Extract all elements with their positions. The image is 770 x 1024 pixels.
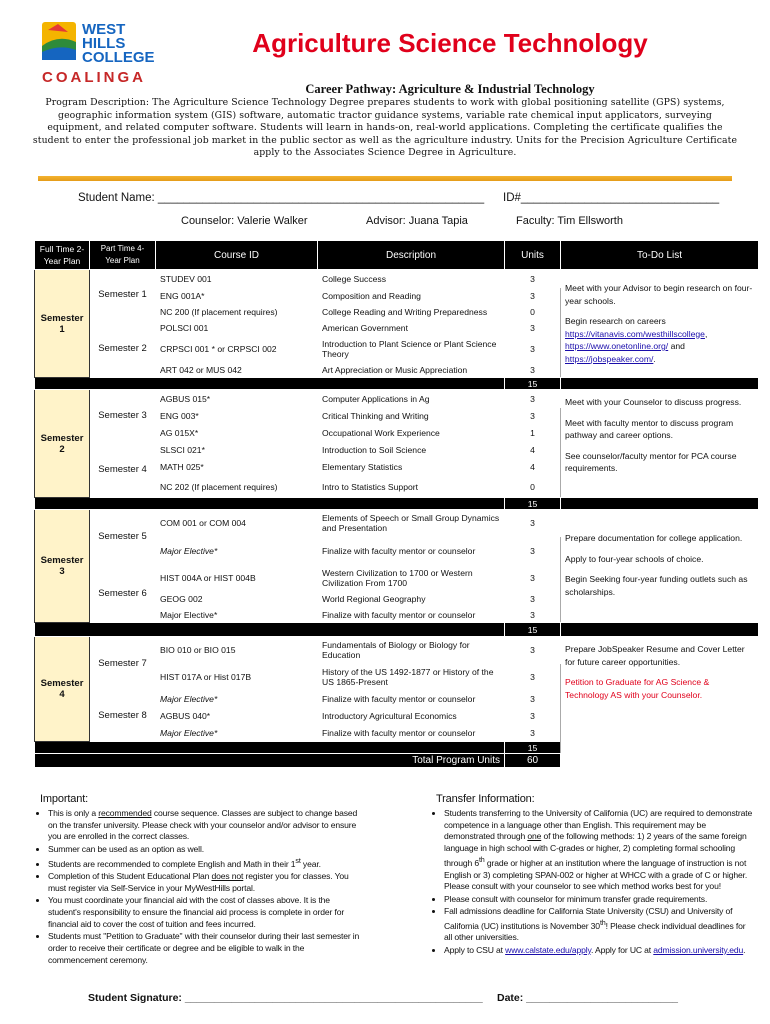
course-description: College Success — [318, 270, 505, 288]
todo-cell — [561, 637, 759, 754]
course-description: Intro to Statistics Support — [318, 476, 505, 498]
course-description: Composition and Reading — [318, 288, 505, 304]
semester-total: 15 — [505, 623, 561, 637]
course-units: 3 — [505, 664, 561, 691]
course-description: Elementary Statistics — [318, 459, 505, 476]
course-id: COM 001 or COM 004 — [156, 510, 318, 537]
course-description: Finalize with faculty mentor or counselor — [318, 725, 505, 742]
course-id: POLSCI 001 — [156, 320, 318, 336]
course-description: Fundamentals of Biology or Biology for Education — [318, 637, 505, 664]
student-signature-field[interactable]: Student Signature: ___________________________________________________ — [88, 992, 483, 1004]
transfer-heading: Transfer Information: — [436, 793, 535, 805]
list-item — [48, 871, 360, 895]
counselor-label: Counselor: Valerie Walker — [181, 215, 308, 227]
list-item: • You must coordinate your financial aid with the cost of classes above. It is the student's responsibility to ensure the financial aid process is complete in order for financial aid to cover the cost of tuition and fees incurred. — [48, 895, 360, 930]
course-id: NC 202 (If placement requires) — [156, 476, 318, 498]
course-units: 3 — [505, 320, 561, 336]
logo-campus: COALINGA — [42, 69, 146, 86]
note-text: st — [295, 856, 301, 865]
course-description: Computer Applications in Ag — [318, 390, 505, 408]
course-id: Major Elective* — [156, 607, 318, 623]
csu-apply-link[interactable]: www.calstate.edu/apply — [505, 944, 592, 955]
course-description: Occupational Work Experience — [318, 425, 505, 442]
course-id: Major Elective* — [156, 691, 318, 708]
course-description: College Reading and Writing Preparedness — [318, 304, 505, 320]
logo-line1: WEST — [82, 21, 126, 38]
header-todo: To-Do List — [561, 241, 759, 270]
note-text: Apply to CSU at — [444, 944, 506, 955]
table-header — [35, 241, 759, 270]
program-description: Program Description: The Agriculture Science Technology Degree prepares students to work with global positioning satellite (GPS) systems, geographic information system (GIS) software, automatic tractor guidance systems, variable rate chemical input applicators, surveying equipment, and related computer software. Students will learn in hands-on, real-world applications. Completing the certificate qualifies the student to enter the professional job market in the public sector as well as the agriculture industry. Units for the Precision Agriculture Certificate apply to the Associates Science Degree in Agriculture. — [32, 97, 738, 158]
course-id: STUDEV 001 — [156, 270, 318, 288]
total-program-units: 60 — [505, 754, 561, 768]
fulltime-semester: Semester 4 — [35, 637, 90, 742]
note-text: does not — [211, 871, 244, 882]
course-id: HIST 017A or Hist 017B — [156, 664, 318, 691]
course-description: American Government — [318, 320, 505, 336]
course-description: Elements of Speech or Small Group Dynamics and Presentation — [318, 510, 505, 537]
jobspeaker-link[interactable]: https://jobspeaker.com/ — [565, 353, 654, 364]
transfer-section — [426, 794, 754, 957]
course-description: Art Appreciation or Music Appreciation — [318, 362, 505, 378]
todo-cell — [561, 510, 759, 623]
course-id: NC 200 (If placement requires) — [156, 304, 318, 320]
student-id-label: ID#_______________________________ — [503, 192, 720, 204]
parttime-semester: Semester 8 — [90, 691, 156, 742]
todo-item: See counselor/faculty mentor for PCA course requirements. — [565, 450, 737, 473]
college-logo — [40, 16, 168, 88]
onetonline-link[interactable]: https://www.onetonline.org/ — [565, 341, 669, 351]
list-item: • Summer can be used as an option as well. — [48, 844, 360, 856]
course-units: 0 — [505, 304, 561, 320]
todo-item: Apply to four-year schools of choice. — [565, 553, 704, 564]
logo-line3: COLLEGE — [82, 49, 155, 66]
parttime-semester: Semester 2 — [90, 320, 156, 378]
course-id: Major Elective* — [156, 537, 318, 565]
course-units: 3 — [505, 708, 561, 725]
faculty-label: Faculty: Tim Ellsworth — [516, 215, 623, 227]
course-plan-table — [34, 240, 759, 768]
logo-line2: HILLS — [82, 35, 126, 52]
course-id: CRPSCI 001 * or CRPSCI 002 — [156, 336, 318, 362]
header-full-time: Full Time 2-Year Plan — [35, 241, 90, 270]
fulltime-semester: Semester 2 — [35, 390, 90, 498]
course-units: 3 — [505, 362, 561, 378]
course-description: Critical Thinking and Writing — [318, 408, 505, 425]
semester-total: 15 — [505, 498, 561, 510]
note-text: This is only a — [48, 807, 99, 818]
vitanavis-link[interactable]: https://vitanavis.com/westhillscollege — [565, 328, 705, 339]
list-item: • Please consult with counselor for minimum transfer grade requirements. — [444, 894, 754, 906]
course-id: ENG 001A* — [156, 288, 318, 304]
divider-bar — [38, 176, 732, 181]
course-units: 3 — [505, 691, 561, 708]
parttime-semester: Semester 6 — [90, 565, 156, 623]
parttime-semester: Semester 4 — [90, 442, 156, 498]
course-units: 4 — [505, 459, 561, 476]
course-units: 3 — [505, 537, 561, 565]
course-id: AGBUS 015* — [156, 390, 318, 408]
important-heading: Important: — [40, 793, 89, 805]
parttime-semester: Semester 1 — [90, 270, 156, 320]
course-description: Finalize with faculty mentor or counselor — [318, 607, 505, 623]
note-text: th — [599, 918, 606, 927]
semester-total: 15 — [505, 378, 561, 390]
note-text: Fall admissions deadline for California State University (CSU) and University of California (UC) institutions is November 30 — [444, 906, 733, 931]
course-units: 3 — [505, 510, 561, 537]
course-description: World Regional Geography — [318, 591, 505, 607]
note-text: th — [478, 855, 485, 864]
course-units: 3 — [505, 725, 561, 742]
date-field[interactable]: Date: __________________________ — [497, 992, 679, 1004]
course-description: Finalize with faculty mentor or counselor — [318, 537, 505, 565]
course-id: Major Elective* — [156, 725, 318, 742]
semester-total: 15 — [505, 742, 561, 754]
note-text: grade or higher at an institution where the language of instruction is not English or 3) completing SPAN-002 or higher at WHCC with a grade of C or higher. Please consult with your counselor to see which method works best for you! — [444, 857, 748, 892]
todo-cell: Meet with your Advisor to begin research on four- year schools. Begin research on careers https://vitanavis.com/westhillscollege, https://www.onetonline.org/ and https://jobspeaker.com/. — [561, 270, 759, 378]
course-description: Introduction to Soil Science — [318, 442, 505, 459]
note-text: register you for classes. You must register via Self-Service in your MyWestHills portal. — [48, 871, 349, 893]
course-id: ENG 003* — [156, 408, 318, 425]
fulltime-semester: Semester 3 — [35, 510, 90, 623]
note-text: one — [527, 831, 542, 842]
note-text: of the following methods: 1) 2 years of the same foreign language in high school with C-grades or higher, 2) completing formal schooling through 6 — [444, 831, 747, 868]
course-units: 3 — [505, 607, 561, 623]
course-units: 1 — [505, 425, 561, 442]
course-id: AG 015X* — [156, 425, 318, 442]
todo-item: Meet with your Advisor to begin research on four- year schools. — [565, 283, 753, 306]
note-text: . — [743, 944, 746, 955]
course-description: Finalize with faculty mentor or counselor — [318, 691, 505, 708]
advisor-label: Advisor: Juana Tapia — [366, 215, 468, 227]
todo-item: Prepare documentation for college application. — [565, 533, 743, 543]
note-text: course sequence. Classes are subject to change based on the transfer university. Please check with your counselor and/or advisor to ensure you are enrolled in the correct classes. — [48, 807, 358, 842]
total-program-units-label: Total Program Units — [35, 754, 505, 768]
page-title: Agriculture Science Technology — [252, 28, 648, 58]
course-id: GEOG 002 — [156, 591, 318, 607]
course-description: Introductory Agricultural Economics — [318, 708, 505, 725]
petition-reminder: Petition to Graduate for AG Science & Technology AS with your Counselor. — [565, 677, 710, 700]
uc-admission-link[interactable]: admission.university.edu — [653, 944, 744, 955]
note-text: Students transferring to the University of California (UC) are required to demonstrate competence in a language other than English. This requirement may be demonstrated through — [444, 807, 753, 842]
todo-cell — [561, 390, 759, 498]
parttime-semester: Semester 7 — [90, 637, 156, 691]
list-item — [48, 856, 360, 871]
todo-item: Prepare JobSpeaker Resume and Cover Letter for future career opportunities. — [565, 644, 745, 667]
course-units: 3 — [505, 390, 561, 408]
course-id: ART 042 or MUS 042 — [156, 362, 318, 378]
note-text: recommended — [98, 807, 152, 818]
course-description: Introduction to Plant Science or Plant Science Theory — [318, 336, 505, 362]
note-text: Completion of this Student Educational Plan — [48, 871, 212, 882]
list-item — [444, 808, 754, 893]
todo-item: Meet with faculty mentor to discuss program pathway and career options. — [565, 417, 734, 440]
course-id: HIST 004A or HIST 004B — [156, 565, 318, 591]
course-units: 3 — [505, 591, 561, 607]
course-id: MATH 025* — [156, 459, 318, 476]
and-text: and — [668, 341, 685, 351]
course-units: 3 — [505, 336, 561, 362]
course-id: AGBUS 040* — [156, 708, 318, 725]
course-units: 3 — [505, 637, 561, 664]
header-course-id: Course ID — [156, 241, 318, 270]
course-id: SLSCI 021* — [156, 442, 318, 459]
todo-item: Meet with your Counselor to discuss progress. — [565, 397, 742, 407]
parttime-semester: Semester 3 — [90, 390, 156, 442]
todo-item: Begin Seeking four-year funding outlets such as scholarships. — [565, 574, 748, 597]
course-id: BIO 010 or BIO 015 — [156, 637, 318, 664]
note-text: Students are recommended to complete English and Math in their 1 — [48, 858, 296, 869]
list-item — [48, 808, 360, 843]
course-description: Western Civilization to 1700 or Western Civilization From 1700 — [318, 565, 505, 591]
list-item: • Students must "Petition to Graduate" with their counselor during their last semester in order to receive their certificate or degree and be eligible to walk in the commencement ceremony. — [48, 931, 360, 966]
course-units: 3 — [505, 288, 561, 304]
fulltime-semester: Semester 1 — [35, 270, 90, 378]
note-text: . Apply for UC at — [591, 944, 654, 955]
student-name-label: Student Name: ___________________________________________________ — [78, 192, 485, 204]
course-units: 3 — [505, 565, 561, 591]
header-part-time: Part Time 4-Year Plan — [90, 241, 156, 270]
todo-item: Begin research on careers — [565, 316, 666, 326]
course-units: 4 — [505, 442, 561, 459]
course-description: History of the US 1492-1877 or History of the US 1865-Present — [318, 664, 505, 691]
header-units: Units — [505, 241, 561, 270]
note-text: ! Please check individual deadlines for all other universities. — [444, 920, 746, 943]
course-units: 3 — [505, 270, 561, 288]
header-description: Description — [318, 241, 505, 270]
parttime-semester: Semester 5 — [90, 510, 156, 565]
list-item — [444, 906, 754, 944]
note-text: year. — [300, 858, 321, 869]
career-pathway: Career Pathway: Agriculture & Industrial Technology — [305, 82, 595, 96]
list-item — [444, 945, 754, 957]
course-units: 0 — [505, 476, 561, 498]
course-units: 3 — [505, 408, 561, 425]
important-section — [30, 794, 360, 967]
